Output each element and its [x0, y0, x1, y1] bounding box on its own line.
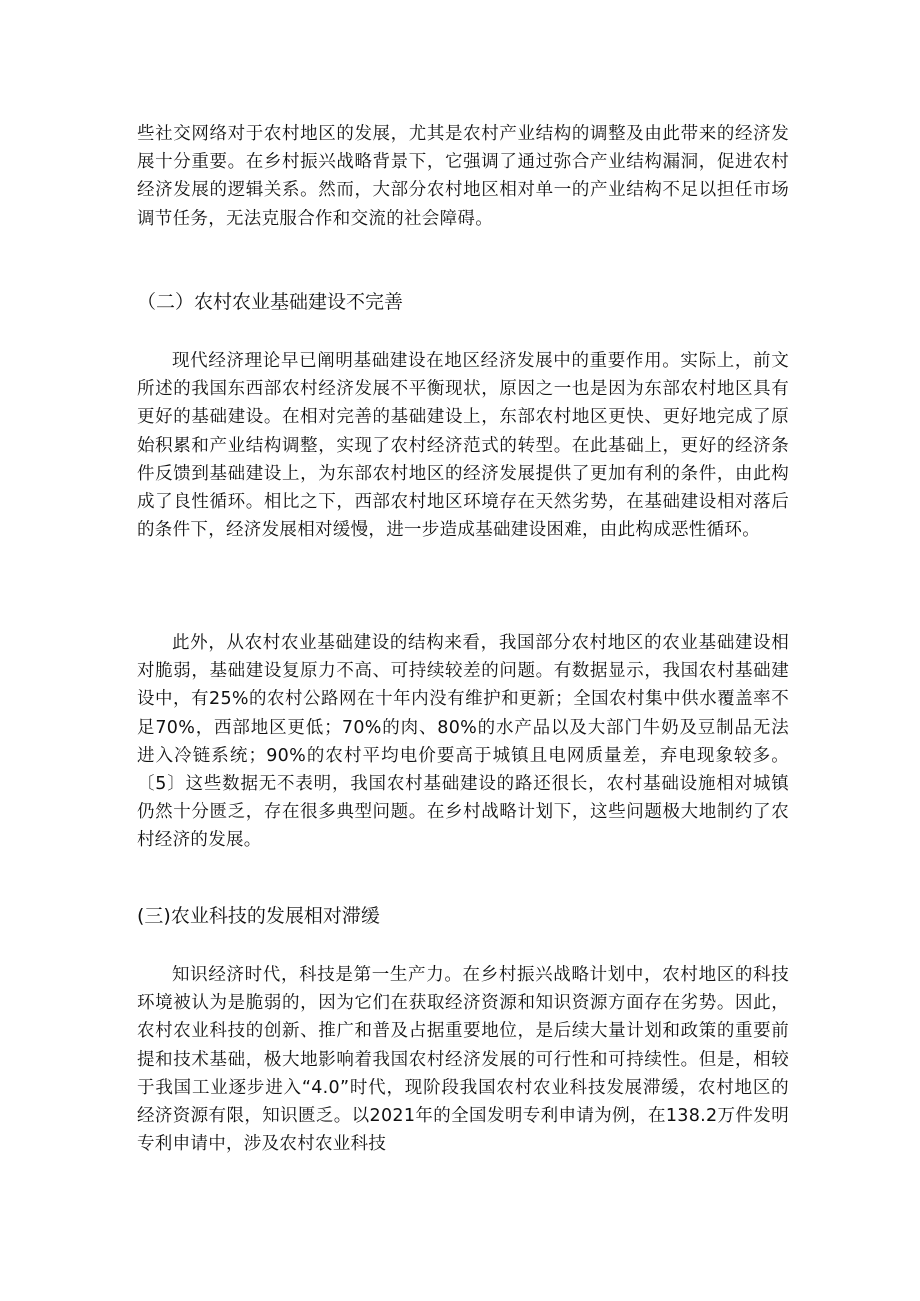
intro-paragraph: 些社交网络对于农村地区的发展，尤其是农村产业结构的调整及由此带来的经济发展十分重要。在乡村振兴战略背景下，它强调了通过弥合产业结构漏洞，促进农村经济发展的逻辑关系。然而，大部分农村地区相对单一的产业结构不足以担任市场调节任务，无法克服合作和交流的社会障碍。 [137, 124, 789, 229]
section-2-paragraph-1: 现代经济理论早已阐明基础建设在地区经济发展中的重要作用。实际上，前文所述的我国东西部农村经济发展不平衡现状，原因之一也是因为东部农村地区具有更好的基础建设。在相对完善的基础建设上，东部农村地区更快、更好地完成了原始积累和产业结构调整，实现了农村经济范式的转型。在此基础上，更好的经济条件反馈到基础建设上，为东部农村地区的经济发展提供了更加有利的条件，由此构成了良性循环。相比之下，西部农村地区环境存在天然劣势，在基础建设相对落后的条件下，经济发展相对缓慢，进一步造成基础建设困难，由此构成恶性循环。 [137, 351, 789, 541]
section-heading-2: （二）农村农业基础建设不完善 [137, 291, 404, 313]
section-heading-3: (三)农业科技的发展相对滞缓 [137, 905, 380, 927]
section-2-paragraph-2: 此外，从农村农业基础建设的结构来看，我国部分农村地区的农业基础建设相对脆弱，基础建设复原力不高、可持续较差的问题。有数据显示，我国农村基础建设中，有25%的农村公路网在十年内没有维护和更新；全国农村集中供水覆盖率不足70%，西部地区更低；70%的肉、80%的水产品以及大部门牛奶及豆制品无法进入冷链系统；90%的农村平均电价要高于城镇且电网质量差，弃电现象较多。〔5〕这些数据无不表明，我国农村基础建设的路还很长，农村基础设施相对城镇仍然十分匮乏，存在很多典型问题。在乡村战略计划下，这些问题极大地制约了农村经济的发展。 [137, 633, 789, 851]
section-3-paragraph-1: 知识经济时代，科技是第一生产力。在乡村振兴战略计划中，农村地区的科技环境被认为是脆弱的，因为它们在获取经济资源和知识资源方面存在劣势。因此，农村农业科技的创新、推广和普及占据重要地位，是后续大量计划和政策的重要前提和技术基础，极大地影响着我国农村经济发展的可行性和可持续性。但是，相较于我国工业逐步进入“4.0”时代，现阶段我国农村农业科技发展滞缓，农村地区的经济资源有限，知识匮乏。以2021年的全国发明专利申请为例，在138.2万件发明专利申请中，涉及农村农业科技 [137, 965, 789, 1155]
